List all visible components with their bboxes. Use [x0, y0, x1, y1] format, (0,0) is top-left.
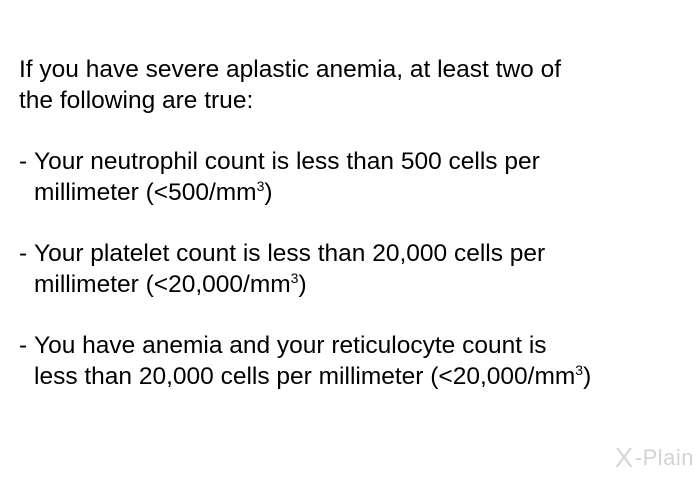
- list-item-line-1: You have anemia and your reticulocyte count is: [34, 332, 547, 359]
- list-item-line-1: Your neutrophil count is less than 500 cells per: [34, 148, 540, 175]
- bullet-dash: -: [19, 148, 28, 175]
- intro-line-2: the following are true:: [19, 87, 254, 114]
- superscript: 3: [256, 178, 265, 194]
- document-body: [19, 54, 689, 422]
- list-item-line-2-end: ): [298, 271, 307, 298]
- list-item-line-2-end: ): [583, 363, 592, 390]
- list-item-text: [34, 330, 689, 392]
- bullet-dash: -: [19, 332, 28, 359]
- list-item-line-2: less than 20,000 cells per millimeter (<20,000/mm: [34, 363, 576, 390]
- list-item-line-2: millimeter (<20,000/mm: [34, 271, 291, 298]
- x-mark-icon: X: [614, 442, 634, 473]
- superscript: 3: [575, 362, 584, 378]
- superscript: 3: [290, 270, 299, 286]
- list-item-text: [34, 146, 689, 208]
- list-item: [19, 146, 689, 208]
- list-item: [19, 238, 689, 300]
- list-item-line-1: Your platelet count is less than 20,000 cells per: [34, 240, 546, 267]
- list-item: [19, 330, 689, 392]
- list-item-line-2-end: ): [264, 179, 273, 206]
- list-item-line-2: millimeter (<500/mm: [34, 179, 257, 206]
- logo-text: -Plain: [634, 445, 694, 470]
- intro-line-1: If you have severe aplastic anemia, at least two of: [19, 56, 562, 83]
- x-plain-logo: [615, 442, 694, 474]
- list-item-text: [34, 238, 689, 300]
- bullet-dash: -: [19, 240, 28, 267]
- intro-paragraph: [19, 54, 689, 116]
